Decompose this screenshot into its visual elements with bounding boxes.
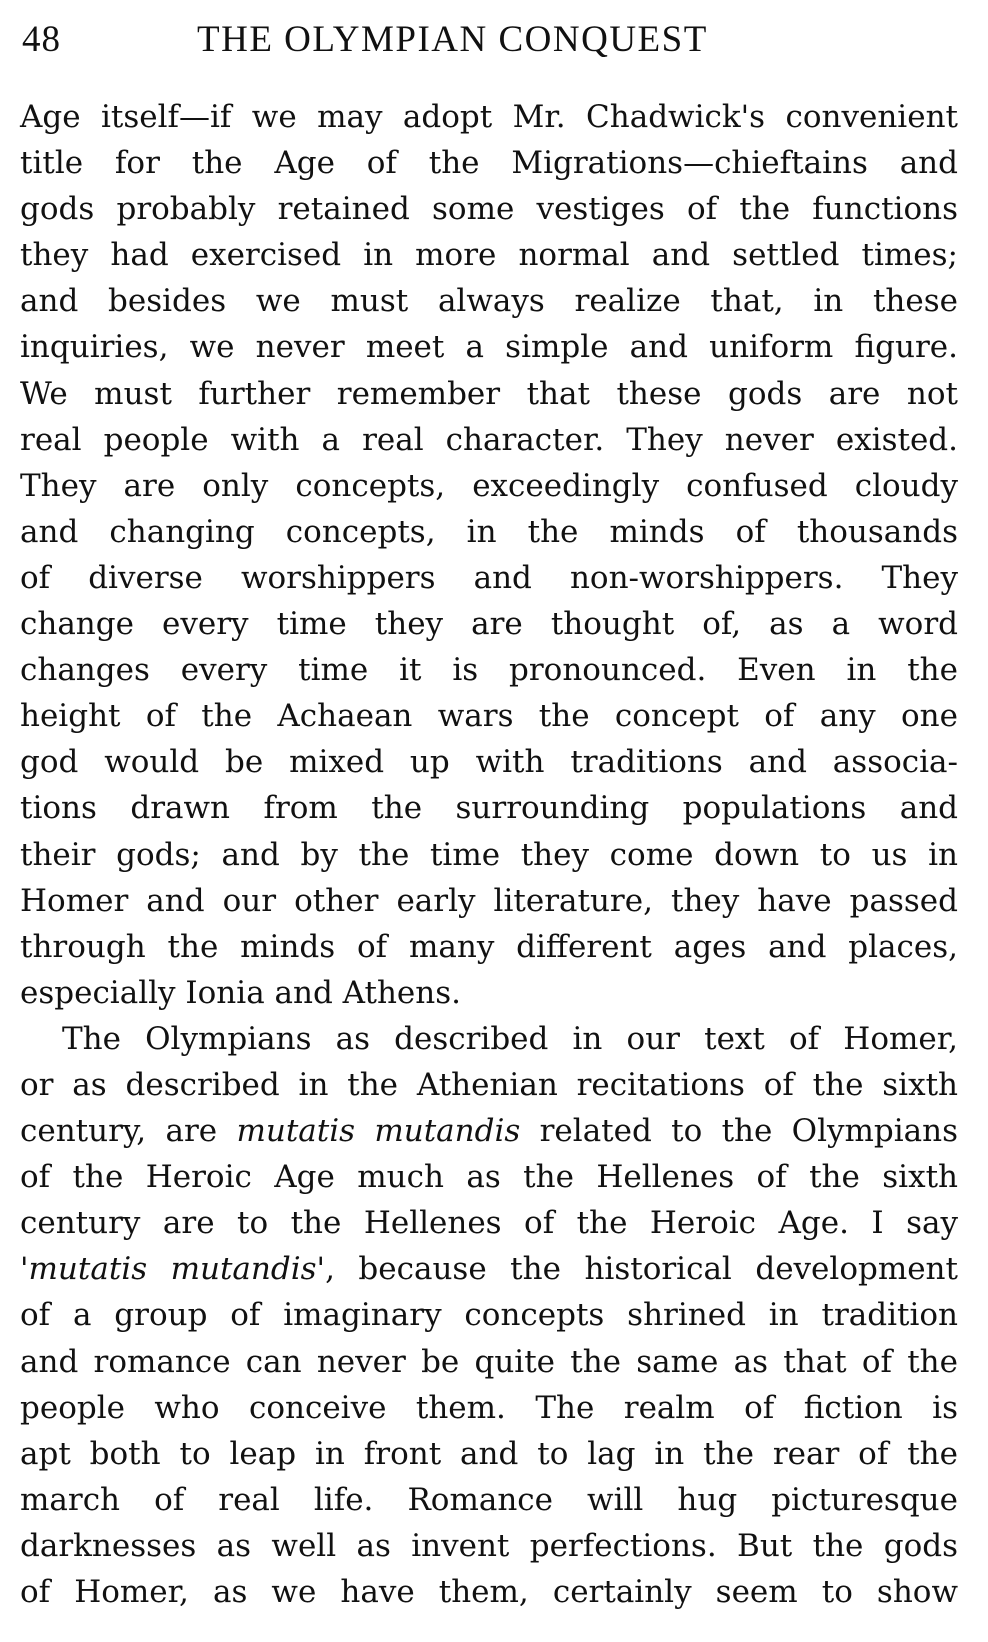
text-line: through the minds of many different ages and places, xyxy=(20,928,958,965)
text-fragment: related to the Olympians xyxy=(539,1113,959,1150)
text-line: darknesses as well as invent perfections. But the gods xyxy=(20,1527,958,1564)
text-line: they had exercised in more normal and settled times; xyxy=(20,237,958,274)
running-title: THE OLYMPIAN CONQUEST xyxy=(197,19,708,60)
text-line: their gods; and by the time they come down to us in xyxy=(20,836,958,873)
text-line: and changing concepts, in the minds of thousands xyxy=(20,513,958,550)
text-line: march of real life. Romance will hug picturesque xyxy=(20,1481,958,1518)
italic-phrase: mutatis mutandis xyxy=(236,1113,521,1150)
text-line: apt both to leap in front and to lag in the rear of the xyxy=(20,1435,958,1472)
text-line xyxy=(20,1108,958,1154)
running-header xyxy=(20,14,958,72)
text-line: changes every time it is pronounced. Even in the xyxy=(20,652,958,689)
body-text xyxy=(20,94,958,1615)
page-number: 48 xyxy=(22,19,61,60)
text-line: real people with a real character. They never existed. xyxy=(20,421,958,458)
text-line: and romance can never be quite the same as that of the xyxy=(20,1343,958,1380)
text-line: Age itself—if we may adopt Mr. Chadwick's convenient xyxy=(20,99,958,135)
paragraph-start-line: The Olympians as described in our text of Homer, xyxy=(62,1020,958,1057)
text-line: gods probably retained some vestiges of the functions xyxy=(20,191,958,228)
italic-phrase: mutatis mutandis xyxy=(28,1251,317,1288)
text-line: change every time they are thought of, as a word xyxy=(20,606,958,643)
text-line: and besides we must always realize that, in these xyxy=(20,283,958,320)
open-quote: ' xyxy=(20,1251,29,1288)
text-fragment: ', because the historical development xyxy=(316,1251,958,1288)
text-line: god would be mixed up with traditions and associa- xyxy=(20,744,958,781)
text-line: They are only concepts, exceedingly confused cloudy xyxy=(20,467,958,504)
text-line: of a group of imaginary concepts shrined in tradition xyxy=(20,1297,958,1334)
text-line: of diverse worshippers and non-worshippers. They xyxy=(20,559,958,596)
text-line: title for the Age of the Migrations—chieftains and xyxy=(20,145,958,182)
text-line: century are to the Hellenes of the Heroic Age. I say xyxy=(20,1205,958,1242)
paragraph-end-line: especially Ionia and Athens. xyxy=(20,974,462,1011)
text-line: of Homer, as we have them, certainly seem to show xyxy=(20,1574,958,1610)
text-line: height of the Achaean wars the concept of any one xyxy=(20,698,958,735)
text-fragment: century, are xyxy=(20,1113,218,1150)
text-line: inquiries, we never meet a simple and uniform figure. xyxy=(20,329,958,366)
text-line: of the Heroic Age much as the Hellenes of the sixth xyxy=(20,1159,958,1196)
text-line: We must further remember that these gods are not xyxy=(20,375,958,412)
book-page xyxy=(20,14,959,1610)
text-line: or as described in the Athenian recitations of the sixth xyxy=(20,1066,958,1103)
text-line: tions drawn from the surrounding populations and xyxy=(20,790,958,827)
text-line: Homer and our other early literature, they have passed xyxy=(20,882,958,919)
text-line: people who conceive them. The realm of fiction is xyxy=(20,1389,958,1426)
text-line xyxy=(20,1246,958,1292)
